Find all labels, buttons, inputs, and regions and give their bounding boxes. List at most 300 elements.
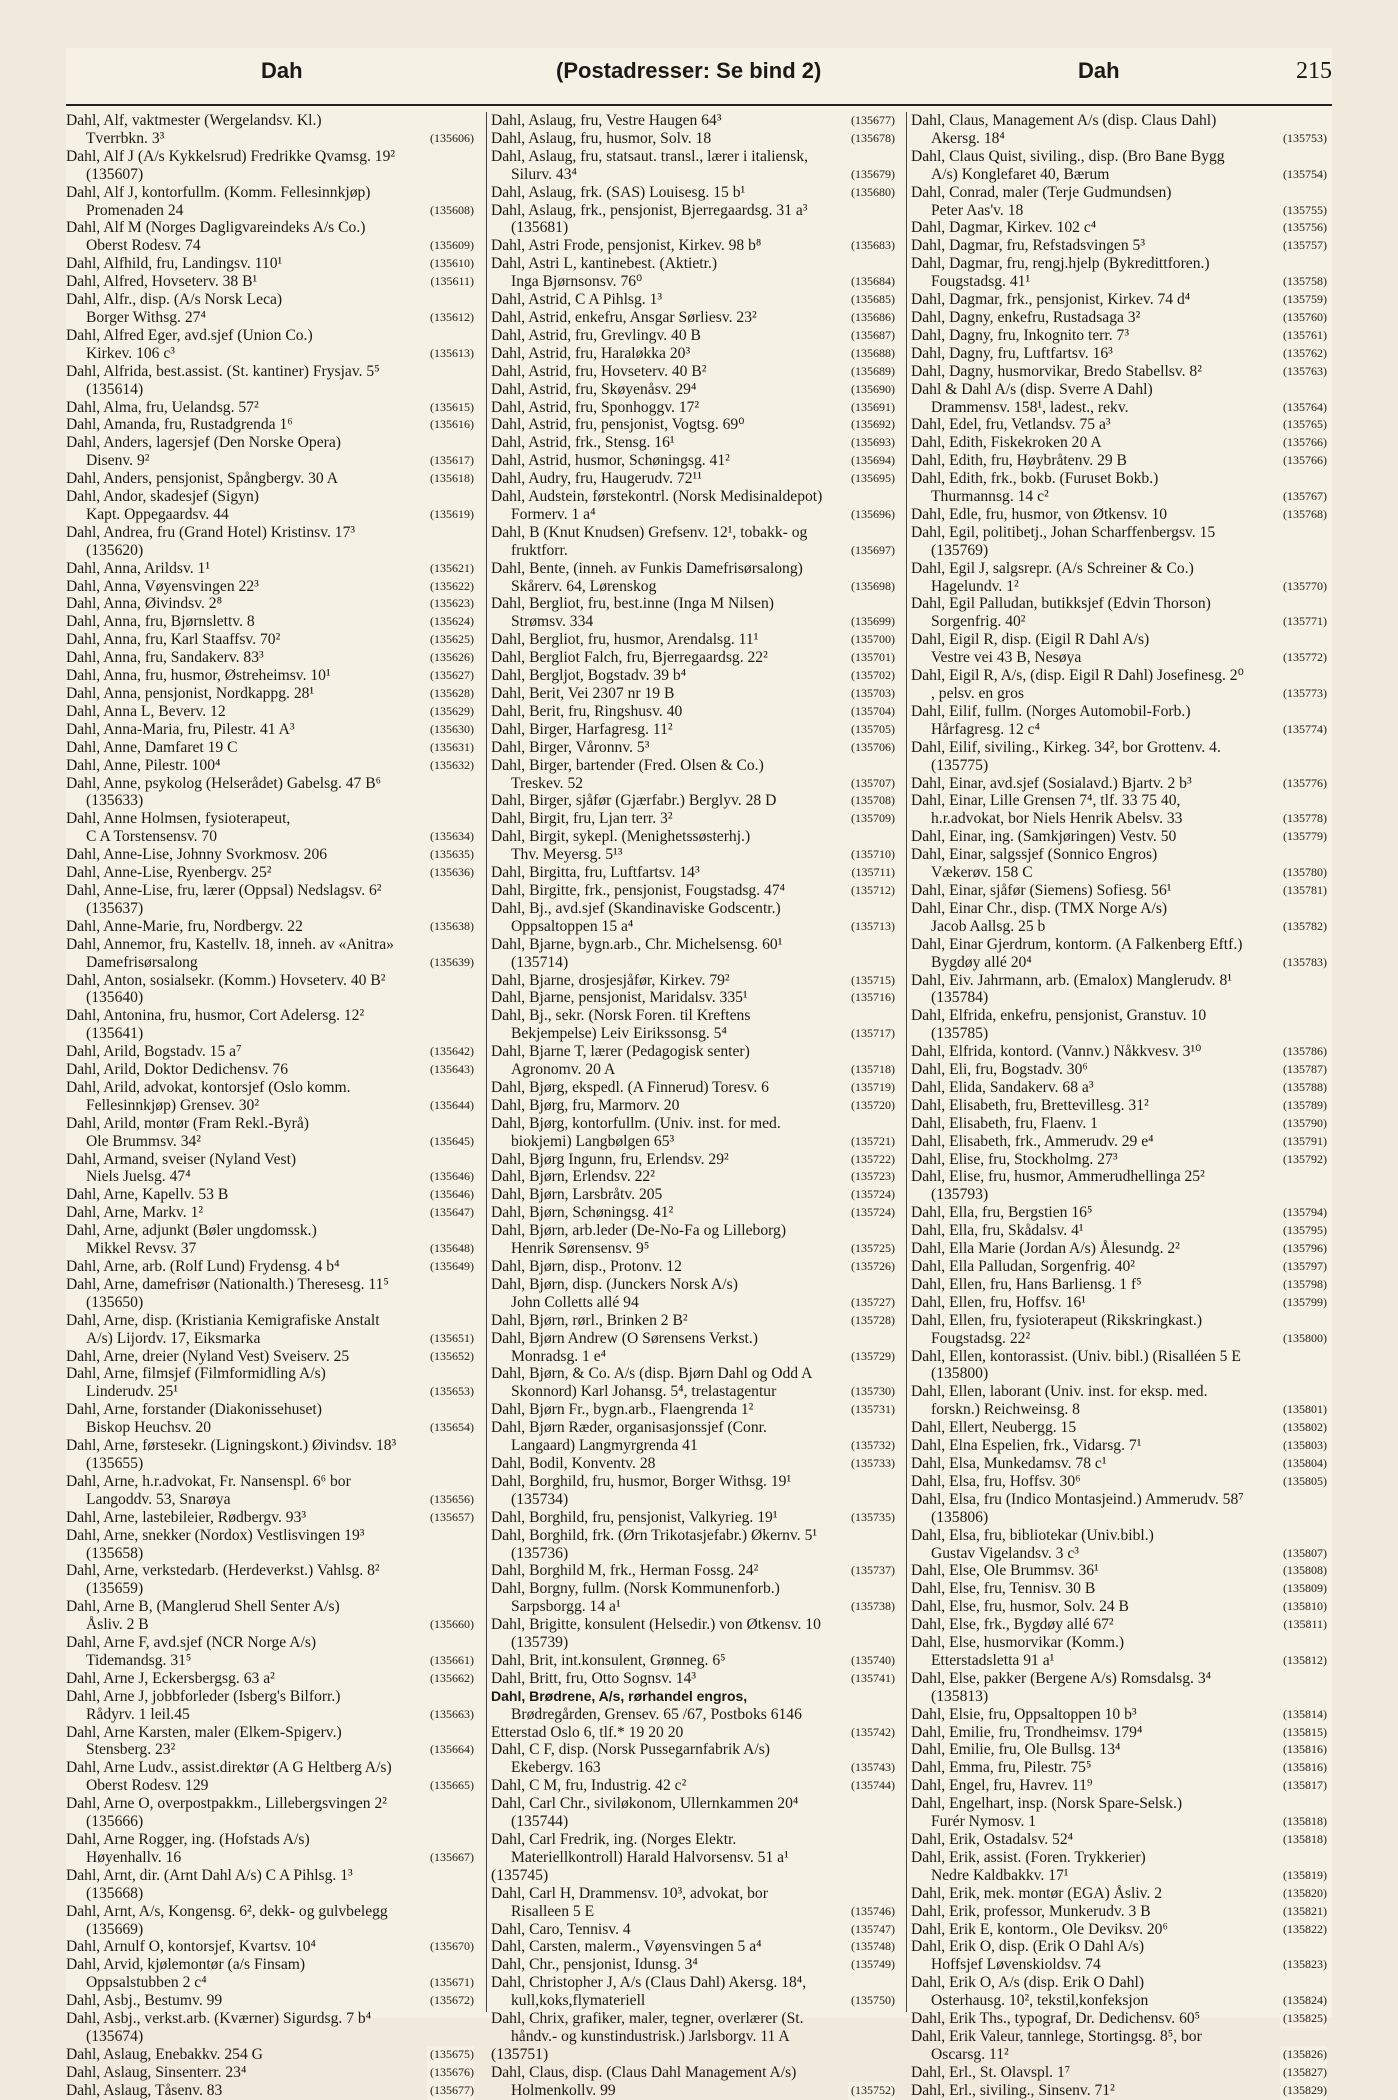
directory-entry [491, 184, 895, 202]
directory-entry [911, 792, 1327, 828]
entry-continuation: forskn.) Reichweinsg. 8 [931, 1401, 1080, 1419]
directory-entry [911, 1473, 1327, 1491]
entry-continuation: Skonnord) Karl Johansg. 5⁴, trelastagentur [511, 1383, 777, 1401]
entry-text: Dahl, Bjørn, Erlendsv. 22² [491, 1168, 655, 1186]
entry-text: Dahl, Eilif, fullm. (Norges Automobil-Forb.) [911, 702, 1191, 720]
directory-entry [491, 739, 895, 757]
entry-number: (135724) [848, 1186, 895, 1204]
directory-entry [491, 1777, 895, 1795]
entry-text: Dahl, Edith, frk., bokb. (Furuset Bokb.) [911, 470, 1159, 488]
entry-text: Dahl, Arne, verkstedarb. (Herdeverkst.) Vahlsg. 8² [66, 1562, 380, 1580]
entry-number: (135704) [848, 703, 895, 721]
entry-text: Dahl, Elisabeth, frk., Ammerudv. 29 e⁴ [911, 1132, 1154, 1150]
entry-text: Dahl, Engel, fru, Havrev. 11⁹ [911, 1777, 1093, 1795]
entry-continuation: Fellesinnkjøp) Grensev. 30² [86, 1096, 260, 1114]
directory-entry [911, 1061, 1327, 1079]
directory-entry [911, 1903, 1327, 1921]
entry-continuation: Stensberg. 23² [86, 1741, 176, 1759]
entry-text: (135751) [491, 2045, 549, 2063]
entry-text: Dahl, Arne, snekker (Nordox) Vestlisvingen 19³ [66, 1526, 365, 1544]
entry-text: Dahl, Anna, Øivindsv. 2⁸ [66, 595, 223, 613]
entry-text: Dahl, Bjarne, bygn.arb., Chr. Michelsensg. 60¹ [491, 935, 783, 953]
entry-text: Dahl, Else, fru, Tennisv. 30 B [911, 1580, 1096, 1598]
entry-number: (135816) [1280, 1759, 1327, 1777]
directory-entry [66, 1365, 474, 1401]
entry-number: (135654) [427, 1419, 474, 1437]
entry-number: (135772) [1280, 649, 1327, 667]
entry-text: Dahl, Conrad, maler (Terje Gudmundsen) [911, 183, 1172, 201]
directory-entry [911, 2082, 1327, 2100]
directory-entry [911, 470, 1327, 506]
directory-entry [66, 2064, 474, 2082]
entry-number: (135807) [1280, 1545, 1327, 1563]
directory-entry [66, 846, 474, 864]
entry-number: (135778) [1280, 810, 1327, 828]
directory-entry [491, 685, 895, 703]
entry-text: Dahl, Elsa, Munkedamsv. 78 c¹ [911, 1454, 1107, 1472]
entry-number: (135766) [1280, 452, 1327, 470]
entry-continuation: Ekebergv. 163 [511, 1759, 601, 1777]
directory-entry [491, 560, 895, 596]
entry-text: Dahl, Else, fru, husmor, Solv. 24 B [911, 1598, 1129, 1616]
entry-number: (135770) [1280, 578, 1327, 596]
entry-text: Dahl, Emma, fru, Pilestr. 75⁵ [911, 1759, 1092, 1777]
directory-entry [491, 1401, 895, 1419]
entry-number: (135737) [848, 1562, 895, 1580]
entry-number: (135748) [848, 1938, 895, 1956]
entry-continuation: Fougstadsg. 22² [931, 1329, 1031, 1347]
entry-continuation: (135620) [86, 541, 144, 559]
entry-continuation: Holmenkollv. 99 [511, 2081, 616, 2099]
entry-continuation: (135614) [86, 380, 144, 398]
directory-entry [911, 1204, 1327, 1222]
entry-number: (135635) [427, 846, 474, 864]
directory-entry [911, 1079, 1327, 1097]
directory-entry [491, 148, 895, 184]
entry-continuation: Thv. Meyersg. 5¹³ [511, 846, 623, 864]
entry-text: Dahl, Bjørn, & Co. A/s (disp. Bjørn Dahl og Odd A [491, 1365, 813, 1383]
entry-continuation: Promenaden 24 [86, 201, 184, 219]
directory-entry [491, 631, 895, 649]
entry-number: (135615) [427, 399, 474, 417]
entry-number: (135686) [848, 309, 895, 327]
directory-entry [491, 972, 895, 990]
entry-text: Dahl, Ellen, fru, Hoffsv. 16¹ [911, 1293, 1086, 1311]
entry-continuation: Oberst Rodesv. 74 [86, 237, 201, 255]
entry-continuation: (135637) [86, 899, 144, 917]
entry-text: Dahl, Birger, bartender (Fred. Olsen & Co.) [491, 756, 764, 774]
entry-number: (135683) [848, 237, 895, 255]
entry-text: Dahl, B (Knut Knudsen) Grefsenv. 12¹, tobakk- og [491, 523, 808, 541]
directory-entry [491, 1186, 895, 1204]
entry-text: Dahl, C M, fru, Industrig. 42 c² [491, 1777, 687, 1795]
entry-text: Dahl, Carl Fredrik, ing. (Norges Elektr. [491, 1831, 737, 1848]
directory-entry [911, 1974, 1327, 2010]
entry-number: (135774) [1280, 721, 1327, 739]
entry-number: (135677) [427, 2082, 474, 2100]
entry-number: (135755) [1280, 202, 1327, 220]
directory-entry [491, 2046, 895, 2064]
entry-text: Dahl, Edel, fru, Vetlandsv. 75 a³ [911, 416, 1111, 434]
directory-entry [911, 828, 1327, 846]
entry-number: (135800) [1280, 1330, 1327, 1348]
entry-text: Dahl, Ellen, laborant (Univ. inst. for eksp. med. [911, 1383, 1208, 1401]
directory-entry [911, 1777, 1327, 1795]
entry-text: Dahl, Claus Quist, siviling., disp. (Bro Bane Bygg [911, 147, 1225, 165]
entry-number: (135710) [848, 846, 895, 864]
entry-text: Dahl, Christopher J, A/s (Claus Dahl) Akersg. 18⁴, [491, 1974, 807, 1992]
entry-text: Dahl, Bjørn, disp., Protonv. 12 [491, 1258, 682, 1275]
entry-number: (135819) [1280, 1867, 1327, 1885]
entry-text: Dahl, Elna Espelien, frk., Vidarsg. 7¹ [911, 1437, 1142, 1455]
entry-number: (135652) [427, 1348, 474, 1366]
entry-continuation: fruktforr. [511, 541, 568, 559]
directory-entry [66, 1956, 474, 1992]
directory-entry [911, 703, 1327, 739]
entry-number: (135622) [427, 578, 474, 596]
entry-number: (135664) [427, 1741, 474, 1759]
directory-entry [66, 1509, 474, 1527]
entry-text: Dahl, Audry, fru, Haugerudv. 72¹¹ [491, 470, 702, 488]
directory-entry [491, 792, 895, 810]
entry-number: (135805) [1280, 1473, 1327, 1491]
entry-number: (135639) [427, 954, 474, 972]
entry-text: Dahl, Ellert, Neubergg. 15 [911, 1419, 1077, 1437]
entry-text: Dahl, Bodil, Konventv. 28 [491, 1454, 656, 1472]
entry-continuation: Oberst Rodesv. 129 [86, 1777, 209, 1795]
entry-text: Dahl, Einar Gjerdrum, kontorm. (A Falkenberg Eftf.) [911, 935, 1243, 953]
entry-number: (135692) [848, 416, 895, 434]
entry-text: Dahl, Anne-Lise, Johnny Svorkmosv. 206 [66, 846, 328, 864]
entry-number: (135609) [427, 237, 474, 255]
directory-entry [66, 775, 474, 811]
entry-continuation: Treskev. 52 [511, 774, 584, 792]
directory-page [66, 48, 1332, 2099]
entry-continuation: Tidemandsg. 31⁵ [86, 1651, 192, 1669]
entry-continuation: Biskop Heuchsv. 20 [86, 1419, 212, 1437]
entry-text: Dahl, Dagmar, frk., pensjonist, Kirkev. 74 d⁴ [911, 291, 1191, 309]
entry-text: Dahl, Einar, salgssjef (Sonnico Engros) [911, 846, 1158, 864]
entry-text: Dahl, Arne Karsten, maler (Elkem-Spigerv.) [66, 1723, 342, 1741]
directory-entry [491, 1330, 895, 1366]
entry-text: Dahl, Berit, fru, Ringshusv. 40 [491, 702, 683, 720]
directory-entry [66, 1312, 474, 1348]
directory-entry [491, 1312, 895, 1330]
entry-text: Dahl, Anna, fru, husmor, Østreheimsv. 10¹ [66, 667, 331, 685]
entry-continuation: Hårfagresg. 12 c⁴ [931, 720, 1040, 738]
directory-entry [66, 1867, 474, 1903]
entry-text: Dahl, Borghild M, frk., Herman Fossg. 24² [491, 1562, 759, 1580]
entry-text: Dahl, Aslaug, Enebakkv. 254 G [66, 2045, 263, 2063]
entry-continuation: (135785) [931, 1025, 989, 1043]
directory-entry [911, 506, 1327, 524]
entry-text: Dahl, Arvid, kjølemontør (a/s Finsam) [66, 1956, 306, 1974]
entry-text: Dahl, Ella Marie (Jordan A/s) Ålesundg. 2² [911, 1240, 1180, 1258]
entry-text: Dahl, Arild, Doktor Dedichensv. 76 [66, 1061, 289, 1079]
directory-entry [491, 1419, 895, 1455]
directory-entry [491, 1151, 895, 1169]
entry-text: Dahl, Anders, pensjonist, Spångbergv. 30 A [66, 470, 339, 488]
directory-entry [491, 202, 895, 238]
entry-text: Dahl, Arne, førstesekr. (Ligningskont.) Øivindsv. 18³ [66, 1437, 397, 1455]
entry-text: Dahl, Astrid, husmor, Schøningsg. 41² [491, 452, 730, 470]
directory-entry [911, 1383, 1327, 1419]
entry-number: (135724) [848, 1204, 895, 1222]
entry-text: Etterstad Oslo 6, tlf.* 19 20 20 [491, 1723, 684, 1741]
entry-text: Dahl, Arne, Markv. 1² [66, 1204, 204, 1222]
entry-text: Dahl, Birgitte, frk., pensjonist, Fougstadsg. 47⁴ [491, 881, 786, 899]
directory-entry [66, 112, 474, 148]
entry-number: (135619) [427, 506, 474, 524]
directory-entry [66, 1151, 474, 1187]
directory-entry [491, 1222, 895, 1258]
directory-entry [911, 1043, 1327, 1061]
directory-entry [491, 112, 895, 130]
directory-entry [491, 1097, 895, 1115]
entry-number: (135616) [427, 416, 474, 434]
entry-text: Dahl, Bjørg Ingunn, fru, Erlendsv. 29² [491, 1150, 729, 1168]
directory-entry [911, 381, 1327, 417]
entry-number: (135743) [848, 1759, 895, 1777]
entry-text: Dahl, Arne, filmsjef (Filmformidling A/s) [66, 1365, 326, 1383]
entry-number: (135677) [848, 112, 895, 130]
directory-entry [66, 470, 474, 488]
entry-text: Dahl, Emilie, fru, Ole Bullsg. 13⁴ [911, 1741, 1121, 1759]
directory-entry [911, 434, 1327, 452]
directory-entry [911, 1115, 1327, 1133]
directory-entry [911, 1312, 1327, 1348]
directory-entry [911, 1294, 1327, 1312]
entry-text: Dahl, Astrid, C A Pihlsg. 1³ [491, 291, 663, 309]
directory-entry [491, 1616, 895, 1652]
entry-text: Dahl, Elise, fru, husmor, Ammerudhellinga 25² [911, 1168, 1205, 1186]
entry-continuation: Nedre Kaldbakkv. 17¹ [931, 1866, 1069, 1884]
entry-continuation: C A Torstensensv. 70 [86, 828, 218, 846]
entry-number: (135731) [848, 1401, 895, 1419]
entry-number: (135787) [1280, 1061, 1327, 1079]
entry-text: Dahl, Astri L, kantinebest. (Aktietr.) [491, 255, 718, 273]
directory-entry [491, 399, 895, 417]
entry-continuation: Kirkev. 106 c³ [86, 344, 175, 362]
entry-continuation: (135800) [931, 1365, 989, 1383]
entry-number: (135657) [427, 1509, 474, 1527]
entry-continuation: h.r.advokat, bor Niels Henrik Abelsv. 33 [931, 810, 1183, 828]
entry-number: (135648) [427, 1240, 474, 1258]
directory-entry [911, 452, 1327, 470]
entry-text: Dahl, Anna, fru, Bjørnslettv. 8 [66, 613, 255, 631]
entry-number: (135738) [848, 1598, 895, 1616]
directory-entry [491, 1043, 895, 1079]
entry-continuation: Mikkel Revsv. 37 [86, 1240, 197, 1258]
entry-text: Dahl, Ella Palludan, Sorgenfrig. 40² [911, 1258, 1135, 1275]
entry-text: Dahl, Astri Frode, pensjonist, Kirkev. 98 b⁸ [491, 237, 762, 255]
entry-text: Dahl, Chr., pensjonist, Idunsg. 3⁴ [491, 1956, 698, 1974]
entry-text: Dahl, Audstein, førstekontrl. (Norsk Medisinaldepot) [491, 488, 823, 506]
entry-number: (135796) [1280, 1240, 1327, 1258]
directory-entry [66, 1670, 474, 1688]
directory-entry [66, 416, 474, 434]
entry-continuation: Rådyrv. 1 leil.45 [86, 1705, 190, 1723]
entry-text: Dahl, Elsa, fru, bibliotekar (Univ.bibl.) [911, 1526, 1154, 1544]
directory-entry [911, 1419, 1327, 1437]
entry-number: (135690) [848, 381, 895, 399]
entry-number: (135757) [1280, 237, 1327, 255]
entry-text: Dahl, Else, Ole Brummsv. 36¹ [911, 1562, 1099, 1580]
directory-entry [491, 237, 895, 255]
directory-entry [66, 291, 474, 327]
entry-number: (135756) [1280, 219, 1327, 237]
entry-number: (135803) [1280, 1437, 1327, 1455]
entry-number: (135703) [848, 685, 895, 703]
directory-entry [66, 810, 474, 846]
entry-number: (135628) [427, 685, 474, 703]
entry-number: (135687) [848, 327, 895, 345]
directory-entry [66, 273, 474, 291]
directory-entry [491, 989, 895, 1007]
directory-entry [491, 1115, 895, 1151]
entry-number: (135626) [427, 649, 474, 667]
entry-number: (135638) [427, 918, 474, 936]
directory-entry [491, 667, 895, 685]
entry-number: (135678) [848, 130, 895, 148]
entry-text: Dahl, Bjørg, ekspedl. (A Finnerud) Toresv. 6 [491, 1078, 769, 1096]
entry-text: Dahl, Eli, fru, Bogstadv. 30⁶ [911, 1061, 1088, 1079]
entry-continuation: Bygdøy allé 20⁴ [931, 953, 1032, 971]
entry-number: (135740) [848, 1652, 895, 1670]
entry-text: Dahl, Anna, fru, Sandakerv. 83³ [66, 649, 264, 667]
header-left: Dah [261, 58, 303, 83]
directory-entry [66, 1401, 474, 1437]
directory-entry [66, 1061, 474, 1079]
entry-continuation: Linderudv. 25¹ [86, 1383, 179, 1401]
entry-number: (135624) [427, 613, 474, 631]
entry-text: Dahl, Eigil R, A/s, (disp. Eigil R Dahl) Josefinesg. 2⁰ [911, 667, 1244, 685]
entry-text: Dahl, Anne, psykolog (Helserådet) Gabelsg. 47 B⁶ [66, 774, 382, 792]
entry-text: Dahl, Erik E, kontorm., Ole Deviksv. 20⁶ [911, 1920, 1168, 1938]
entry-text: Dahl, Bjarne, drosjesjåfør, Kirkev. 79² [491, 971, 730, 989]
directory-entry [66, 524, 474, 560]
entry-text: Dahl, Anders, lagersjef (Den Norske Opera) [66, 434, 341, 452]
entry-text: Dahl, Elise, fru, Stockholmg. 27³ [911, 1150, 1118, 1168]
entry-text: Dahl, Brødrene, A/s, rørhandel engros, [491, 1687, 748, 1704]
directory-entry [491, 470, 895, 488]
entry-text: Dahl, Anton, sosialsekr. (Komm.) Hovseterv. 40 B² [66, 971, 386, 989]
entry-number: (135727) [848, 1294, 895, 1312]
entry-text: Dahl, Anne-Lise, Ryenbergv. 25² [66, 864, 272, 882]
entry-text: Dahl, Arne, disp. (Kristiania Kemigrafiske Anstalt [66, 1311, 380, 1329]
directory-entry [66, 649, 474, 667]
entry-text: Dahl, Astrid, fru, pensjonist, Vogtsg. 69⁰ [491, 416, 745, 434]
directory-entry [911, 1527, 1327, 1563]
entry-number: (135697) [848, 542, 895, 560]
directory-entry [491, 291, 895, 309]
entry-number: (135689) [848, 363, 895, 381]
directory-entry [911, 1759, 1327, 1777]
directory-entry [491, 488, 895, 524]
entry-number: (135820) [1280, 1885, 1327, 1903]
directory-entry [911, 1491, 1327, 1527]
entry-text: Dahl, Astrid, fru, Hovseterv. 40 B² [491, 362, 707, 380]
entry-number: (135809) [1280, 1580, 1327, 1598]
entry-text: Dahl, Armand, sveiser (Nyland Vest) [66, 1150, 297, 1168]
entry-number: (135612) [427, 309, 474, 327]
entry-continuation: (135813) [931, 1687, 989, 1705]
directory-entry [911, 148, 1327, 184]
entry-text: Dahl, Elisabeth, fru, Flaenv. 1 [911, 1114, 1098, 1132]
directory-entry [491, 1562, 895, 1580]
directory-entry [911, 1724, 1327, 1742]
entry-text: Dahl, Asbj., Bestumv. 99 [66, 1992, 223, 2010]
entry-text: Dahl, Caro, Tennisv. 4 [491, 1920, 631, 1938]
entry-text: Dahl, Arne O, overpostpakkm., Lillebergsvingen 2² [66, 1795, 387, 1813]
entry-number: (135646) [427, 1186, 474, 1204]
entry-number: (135822) [1280, 1921, 1327, 1939]
entry-text: Dahl, Einar Chr., disp. (TMX Norge A/s) [911, 899, 1168, 917]
directory-entry [66, 1724, 474, 1760]
entry-number: (135780) [1280, 864, 1327, 882]
entry-number: (135801) [1280, 1401, 1327, 1419]
directory-entry [911, 345, 1327, 363]
entry-number: (135646) [427, 1168, 474, 1186]
directory-entry [491, 1831, 895, 1867]
entry-number: (135823) [1280, 1956, 1327, 1974]
entry-text: Dahl, Erik, professor, Munkerudv. 3 B [911, 1902, 1151, 1920]
entry-text: Dahl, Arne Rogger, ing. (Hofstads A/s) [66, 1831, 310, 1848]
entry-text: Dahl, Arne, lastebileier, Rødbergv. 93³ [66, 1508, 307, 1526]
directory-entry [911, 1885, 1327, 1903]
directory-entry [491, 828, 895, 864]
entry-continuation: håndv.- og kunstindustrisk.) Jarlsborgv. 11 A [511, 2027, 790, 2045]
entry-continuation: Materiellkontroll) Harald Halvorsensv. 51 a¹ [511, 1848, 789, 1866]
directory-entry [66, 1186, 474, 1204]
directory-entry [66, 184, 474, 220]
entry-number: (135670) [427, 1938, 474, 1956]
entry-text: Dahl, Aslaug, fru, husmor, Solv. 18 [491, 129, 712, 147]
entry-continuation: (135650) [86, 1293, 144, 1311]
entry-number: (135656) [427, 1491, 474, 1509]
entry-text: Dahl, Bjørn, arb.leder (De-No-Fa og Lilleborg) [491, 1222, 787, 1240]
entry-text: Dahl, Ella, fru, Skådalsv. 4¹ [911, 1222, 1084, 1240]
entry-number: (135694) [848, 452, 895, 470]
entry-number: (135779) [1280, 828, 1327, 846]
entry-number: (135814) [1280, 1706, 1327, 1724]
entry-number: (135771) [1280, 613, 1327, 631]
directory-entry [911, 936, 1327, 972]
entry-number: (135696) [848, 506, 895, 524]
directory-entry [491, 649, 895, 667]
entry-number: (135608) [427, 202, 474, 220]
directory-entry [911, 309, 1327, 327]
entry-text: Dahl, Borghild, fru, husmor, Borger Withsg. 19¹ [491, 1472, 792, 1490]
entry-continuation: (135784) [931, 989, 989, 1007]
entry-text: Dahl, Borghild, frk. (Ørn Trikotasjefabr.) Økernv. 5¹ [491, 1526, 818, 1544]
entry-continuation: Oppsalstubben 2 c⁴ [86, 1974, 207, 1992]
directory-entry [911, 595, 1327, 631]
entry-text: Dahl, Arne B, (Manglerud Shell Senter A/s) [66, 1598, 340, 1616]
entry-continuation: , pelsv. en gros [931, 685, 1024, 702]
entry-number: (135676) [427, 2064, 474, 2082]
directory-entry [911, 327, 1327, 345]
entry-text: Dahl, Elsa, fru (Indico Montasjeind.) Ammerudv. 58⁷ [911, 1490, 1244, 1508]
directory-entry [491, 1276, 895, 1312]
directory-entry [911, 1151, 1327, 1169]
entry-number: (135794) [1280, 1204, 1327, 1222]
entry-continuation: Borger Withsg. 27⁴ [86, 308, 206, 326]
entry-continuation: Inga Bjørnsonsv. 76⁰ [511, 273, 643, 291]
entry-text: Dahl, Arne, adjunkt (Bøler ungdomssk.) [66, 1222, 317, 1240]
entry-text: Dahl, Erik Valeur, tannlege, Stortingsg. 8⁵, bor [911, 2027, 1202, 2045]
directory-entry [66, 1992, 474, 2010]
